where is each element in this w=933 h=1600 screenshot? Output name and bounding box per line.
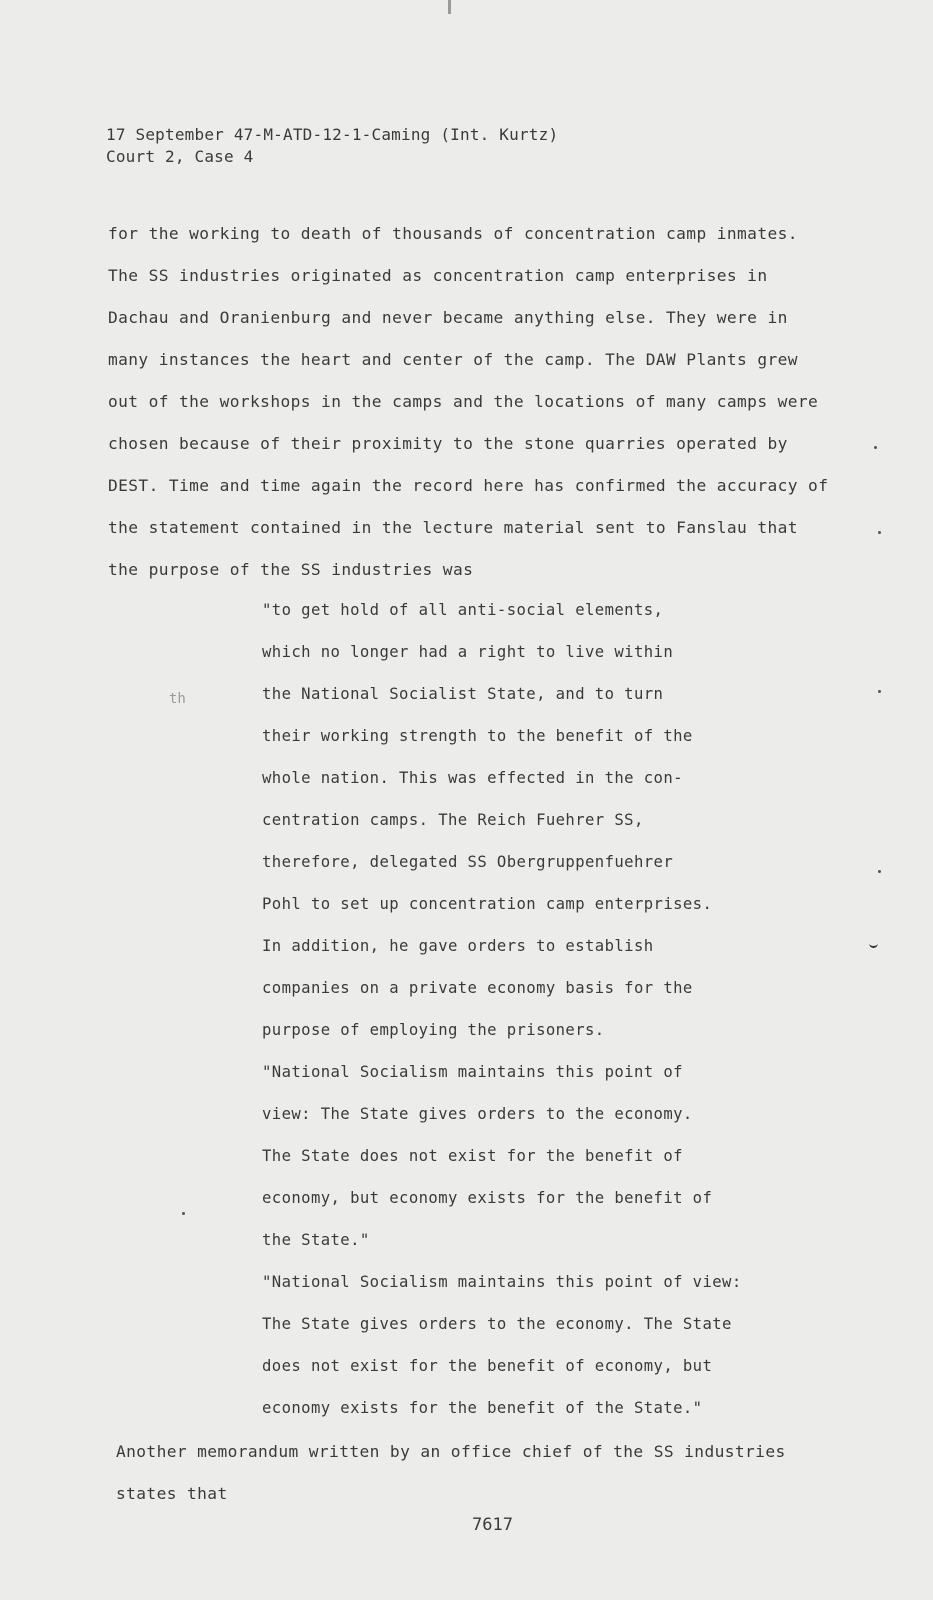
header-line-1: 17 September 47-M-ATD-12-1-Caming (Int. Kurtz) [106, 125, 559, 144]
body-line: the purpose of the SS industries was [108, 560, 474, 579]
closing-line: states that [116, 1484, 228, 1503]
quote-line: whole nation. This was effected in the con- [262, 769, 683, 787]
quote-line: does not exist for the benefit of economy, but [262, 1357, 713, 1375]
margin-note: th [169, 691, 186, 707]
margin-speck [878, 870, 881, 873]
quote-line: Pohl to set up concentration camp enterprises. [262, 895, 713, 913]
quote-line: economy exists for the benefit of the State." [262, 1399, 703, 1417]
quote-line: The State gives orders to the economy. The State [262, 1315, 732, 1333]
margin-mark [869, 941, 878, 948]
quote-line: "to get hold of all anti-social elements, [262, 601, 664, 619]
page-number: 7617 [472, 1515, 513, 1535]
quote-line: their working strength to the benefit of the [262, 727, 693, 745]
margin-speck [878, 531, 881, 534]
quote-line: economy, but economy exists for the benefit of [262, 1189, 713, 1207]
quote-line: "National Socialism maintains this point of view: [262, 1273, 742, 1291]
quote-line: view: The State gives orders to the economy. [262, 1105, 693, 1123]
margin-speck [182, 1212, 185, 1215]
header-line-2: Court 2, Case 4 [106, 147, 254, 166]
quote-line: "National Socialism maintains this point of [262, 1063, 683, 1081]
document-header [106, 124, 558, 168]
margin-speck [874, 446, 877, 449]
body-line: the statement contained in the lecture material sent to Fanslau that [108, 518, 798, 537]
body-line: Dachau and Oranienburg and never became anything else. They were in [108, 308, 788, 327]
quote-line: the State." [262, 1231, 370, 1249]
body-line: The SS industries originated as concentration camp enterprises in [108, 266, 768, 285]
margin-speck [878, 690, 881, 693]
body-line: out of the workshops in the camps and the locations of many camps were [108, 392, 819, 411]
body-line: chosen because of their proximity to the stone quarries operated by [108, 434, 788, 453]
quote-line: centration camps. The Reich Fuehrer SS, [262, 811, 644, 829]
quote-line: the National Socialist State, and to turn [262, 685, 664, 703]
quote-line: purpose of employing the prisoners. [262, 1021, 605, 1039]
staple-mark [448, 0, 451, 14]
quote-line: which no longer had a right to live within [262, 643, 674, 661]
closing-line: Another memorandum written by an office chief of the SS industries [116, 1442, 786, 1461]
quote-line: therefore, delegated SS Obergruppenfuehrer [262, 853, 674, 871]
body-line: for the working to death of thousands of concentration camp inmates. [108, 224, 798, 243]
quote-line: companies on a private economy basis for the [262, 979, 693, 997]
quote-line: The State does not exist for the benefit of [262, 1147, 683, 1165]
quote-line: In addition, he gave orders to establish [262, 937, 654, 955]
body-line: many instances the heart and center of the camp. The DAW Plants grew [108, 350, 798, 369]
body-line: DEST. Time and time again the record here has confirmed the accuracy of [108, 476, 829, 495]
